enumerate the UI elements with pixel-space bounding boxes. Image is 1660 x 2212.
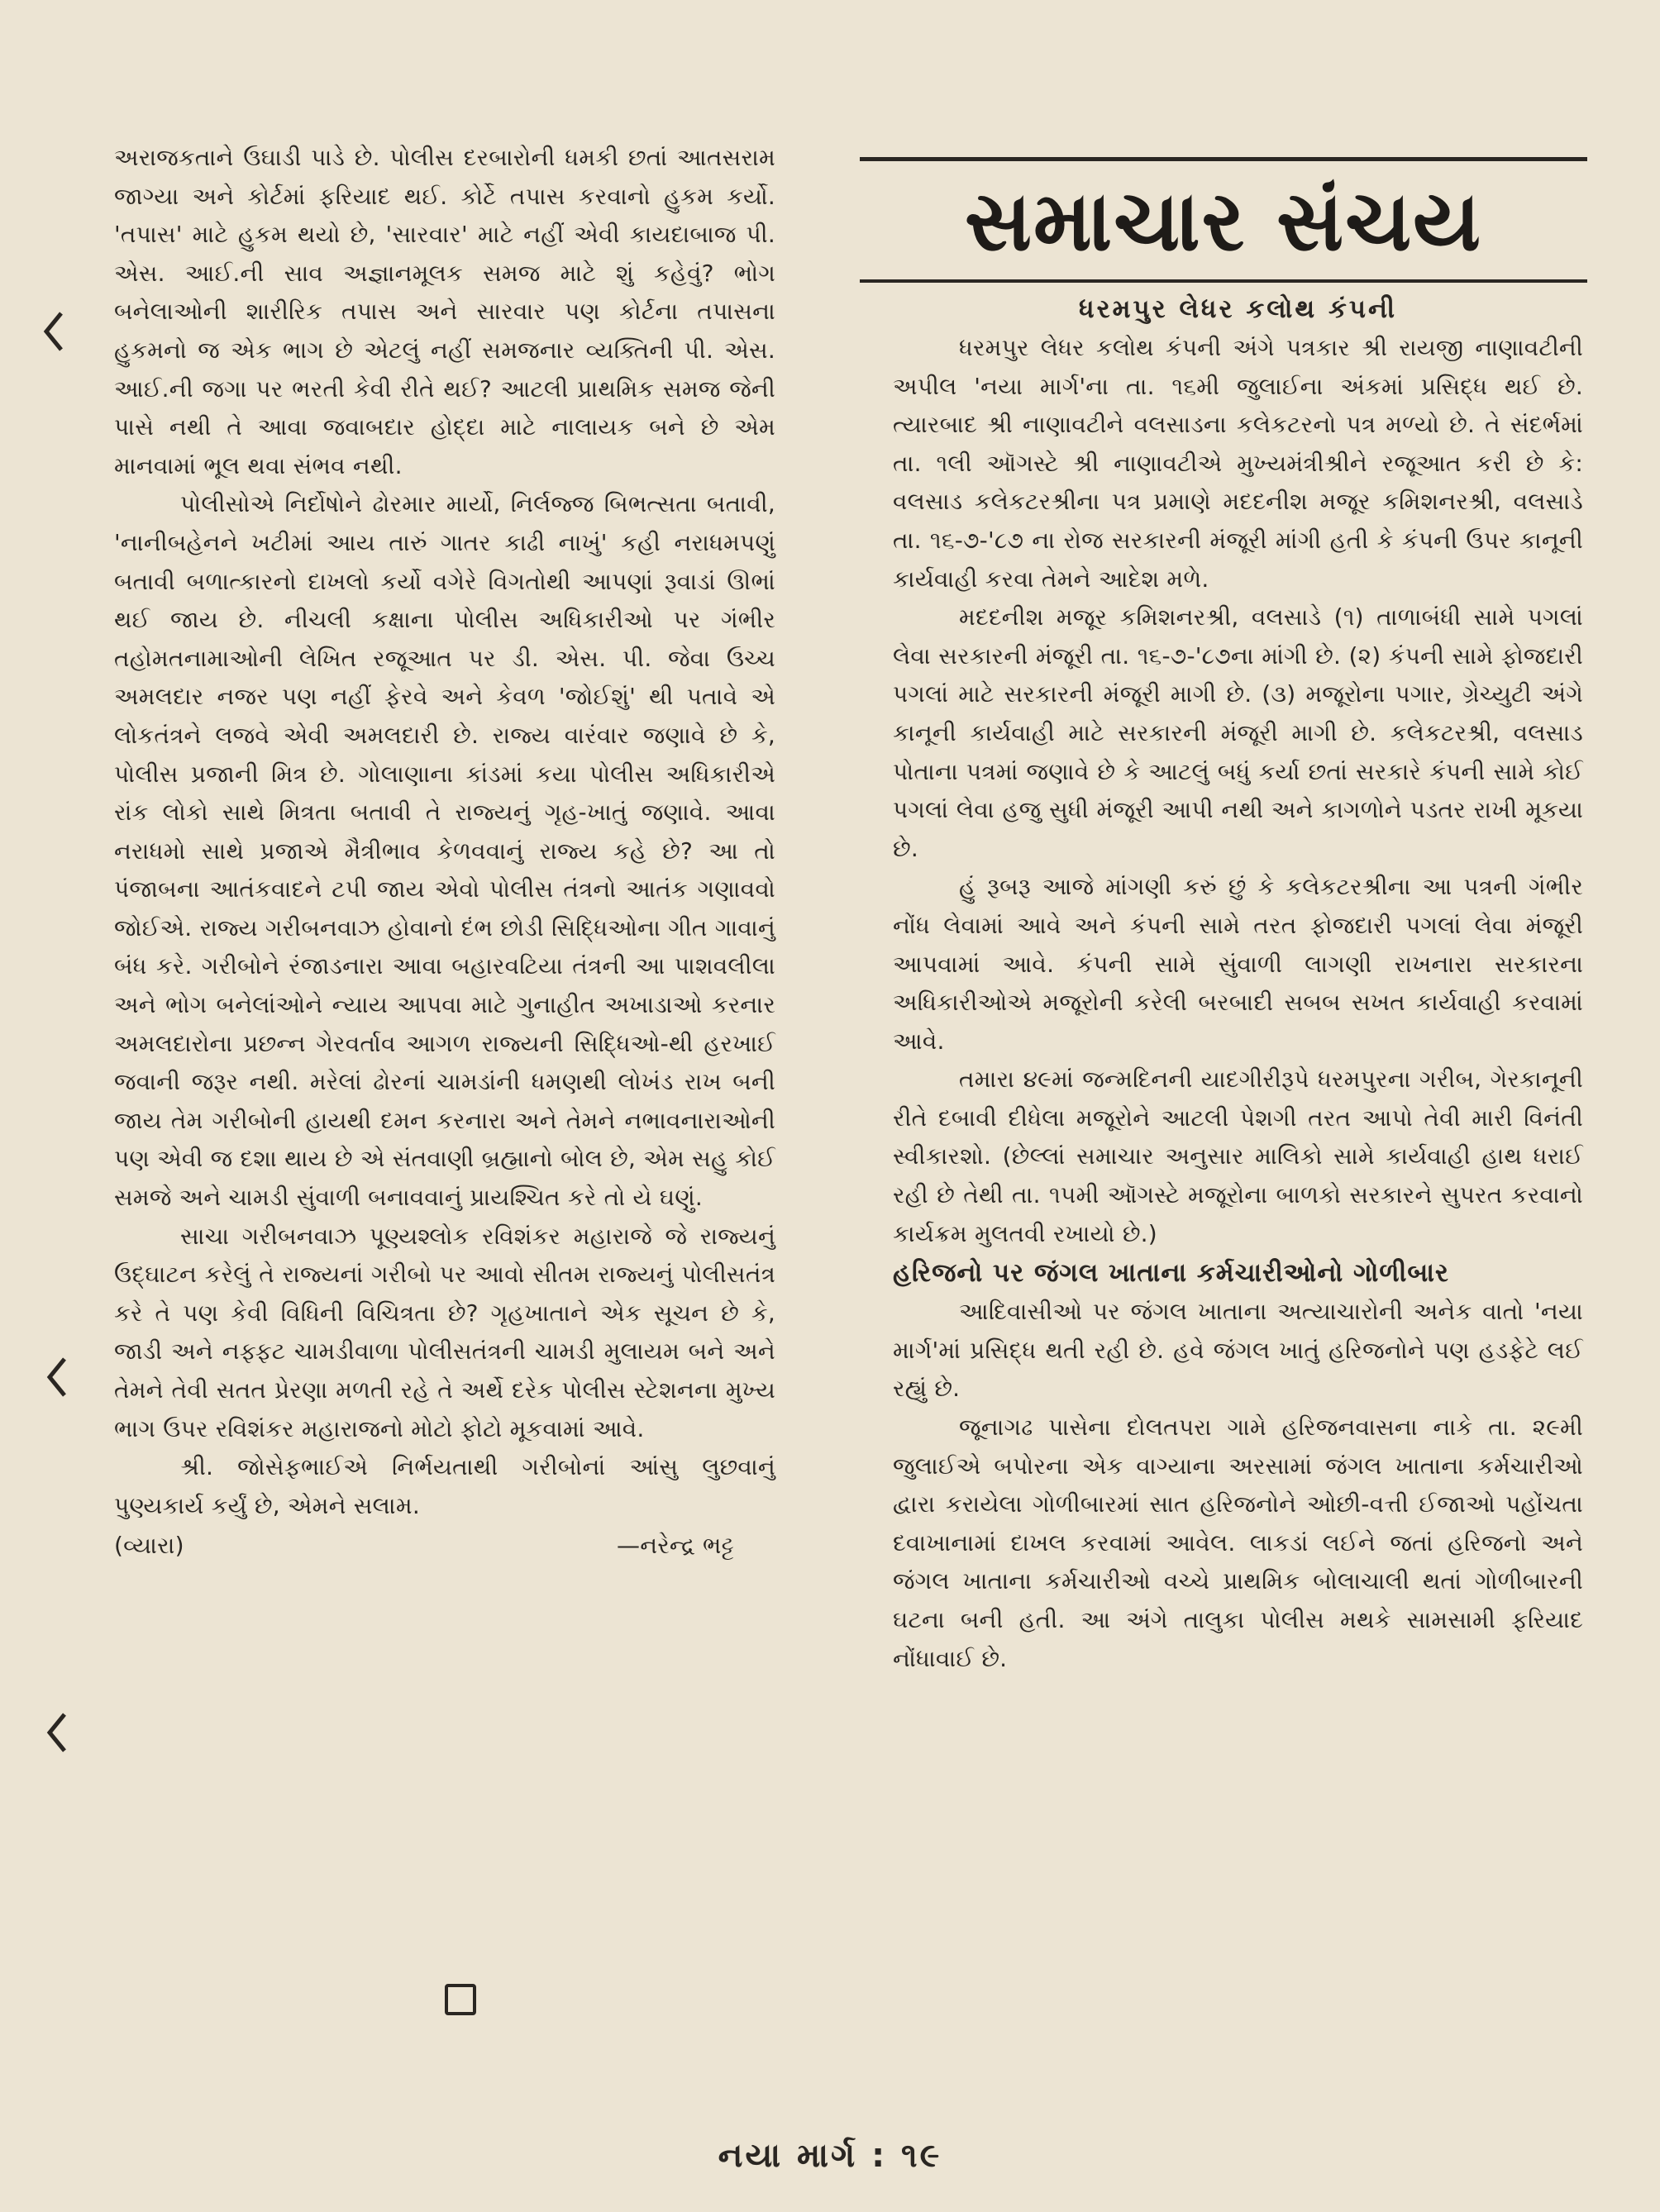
left-paragraph-4: શ્રી. જોસેફભાઈએ નિર્ભયતાથી ગરીબોનાં આંસુ લુછવાનું પુણ્યકાર્ય કર્યું છે, એમને સલામ. (114, 1453, 775, 1519)
right-paragraph-3: હું રૂબરૂ આજે માંગણી કરું છું કે કલેકટરશ્રીના આ પત્રની ગંભીર નોંધ લેવામાં આવે અને કંપની સામે તરત ફોજદારી પગલાં લેવા મંજૂરી આપવામાં આવે. કંપની સામે સુંવાળી લાગણી રાખનારા સરકારના અધિકારીઓએ મજૂરોની કરેલી બરબાદી સબબ સખત કાર્યવાહી કરવામાં આવે. (893, 873, 1583, 1055)
section-masthead: સમાચાર સંચય (964, 173, 1482, 269)
right-paragraph-5: આદિવાસીઓ પર જંગલ ખાતાના અત્યાચારોની અનેક વાતો 'નયા માર્ગ'માં પ્રસિદ્ધ થતી રહી છે. હવે જંગલ ખાતું હરિજનોને પણ હડફેટે લઈ રહ્યું છે. (893, 1298, 1583, 1403)
margin-mark-icon (43, 1356, 68, 1399)
left-paragraph-3: સાચા ગરીબનવાઝ પૂણ્યશ્લોક રવિશંકર મહારાજે જે રાજ્યનું ઉદ્ઘાટન કરેલું તે રાજ્યનાં ગરીબો પર આવો સીતમ રાજ્યનું પોલીસતંત્ર કરે તે પણ કેવી વિધિની વિચિત્રતા છે? ગૃહખાતાને એક સૂચન છે કે, જાડી અને નફ્ફટ ચામડીવાળા પોલીસતંત્રની ચામડી મુલાયમ બને અને તેમને તેવી સતત પ્રેરણા મળતી રહે તે અર્થે દરેક પોલીસ સ્ટેશનના મુખ્ય ભાગ ઉપર રવિશંકર મહારાજનો મોટો ફોટો મૂકવામાં આવે. (114, 1222, 775, 1442)
signature-author: —નરેન્દ્ર ભટ્ટ (617, 1532, 734, 1560)
masthead-top-rule (860, 157, 1587, 161)
page-footer: નયા માર્ગ : ૧૯ (718, 2137, 942, 2175)
end-of-article-box (445, 1984, 476, 2015)
right-column (893, 289, 1583, 1678)
signature-row (114, 1527, 775, 1566)
signature-place: (વ્યારા) (114, 1532, 184, 1560)
right-paragraph-6: જૂનાગઢ પાસેના દોલતપરા ગામે હરિજનવાસના નાકે તા. ૨૯મી જુલાઈએ બપોરના એક વાગ્યાના અરસામાં જંગલ ખાતાના કર્મચારીઓ દ્વારા કરાયેલા ગોળીબારમાં સાત હરિજનોને ઓછી-વત્તી ઈજાઓ પહોંચતા દવાખાનામાં દાખલ કરવામાં આવેલ. લાકડાં લઈને જતાં હરિજનો અને જંગલ ખાતાના કર્મચારીઓ વચ્ચે પ્રાથમિક બોલાચાલી થતાં ગોળીબારની ઘટના બની હતી. આ અંગે તાલુકા પોલીસ મથકે સામસામી ફરિયાદ નોંધાવાઈ છે. (893, 1413, 1583, 1672)
right-paragraph-4: તમારા ૪૯માં જન્મદિનની યાદગીરીરૂપે ધરમપુરના ગરીબ, ગેરકાનૂની રીતે દબાવી દીધેલા મજૂરોને આટલી પેશગી તરત આપો તેવી મારી વિનંતી સ્વીકારશો. (છેલ્લાં સમાચાર અનુસાર માલિકો સામે કાર્યવાહી હાથ ધરાઈ રહી છે તેથી તા. ૧૫મી ઑગસ્ટે મજૂરોના બાળકો સરકારને સુપરત કરવાનો કાર્યક્રમ મુલતવી રખાયો છે.) (893, 1065, 1583, 1247)
left-paragraph-1: અરાજકતાને ઉઘાડી પાડે છે. પોલીસ દરબારોની ધમકી છતાં આતસરામ જાગ્યા અને કોર્ટમાં ફરિયાદ થઈ. કોર્ટે તપાસ કરવાનો હુકમ કર્યો. 'તપાસ' માટે હુકમ થયો છે, 'સારવાર' માટે નહીં એવી કાયદાબાજ પી. એસ. આઈ.ની સાવ અજ્ઞાનમૂલક સમજ માટે શું કહેવું? ભોગ બનેલાઓની શારીરિક તપાસ અને સારવાર પણ કોર્ટના તપાસના હુકમનો જ એક ભાગ છે એટલું નહીં સમજનાર વ્યક્તિની પી. એસ. આઈ.ની જગા પર ભરતી કેવી રીતે થઈ? આટલી પ્રાથમિક સમજ જેની પાસે નથી તે આવા જવાબદાર હોદ્દા માટે નાલાયક બને છે એમ માનવામાં ભૂલ થવા સંભવ નથી. (114, 144, 775, 479)
right-paragraph-1: ધરમપુર લેધર કલોથ કંપની અંગે પત્રકાર શ્રી રાયજી નાણાવટીની અપીલ 'નયા માર્ગ'ના તા. ૧૬મી જુલાઈના અંકમાં પ્રસિદ્ધ થઈ છે. ત્યારબાદ શ્રી નાણાવટીને વલસાડના કલેકટરનો પત્ર મળ્યો છે. તે સંદર્ભમાં તા. ૧લી ઑગસ્ટે શ્રી નાણાવટીએ મુખ્યમંત્રીશ્રીને રજૂઆત કરી છે કે: વલસાડ કલેકટરશ્રીના પત્ર પ્રમાણે મદદનીશ મજૂર કમિશનરશ્રી, વલસાડે તા. ૧૬-૭-'૮૭ ના રોજ સરકારની મંજૂરી માંગી હતી કે કંપની ઉપર કાનૂની કાર્યવાહી કરવા તેમને આદેશ મળે. (893, 334, 1583, 593)
masthead-bottom-rule (860, 279, 1587, 283)
margin-mark-icon (40, 310, 64, 353)
left-column (114, 139, 775, 1566)
article-heading-harijan: હરિજનો પર જંગલ ખાતાના કર્મચારીઓનો ગોળીબાર (893, 1258, 1449, 1289)
left-paragraph-2: પોલીસોએ નિર્દોષોને ઢોરમાર માર્યો, નિર્લજ્જ બિભત્સતા બતાવી, 'નાનીબહેનને ખટીમાં આય તારું ગાતર કાઢી નાખું' કહી નરાધમપણું બતાવી બળાત્કારનો દાખલો કર્યો વગેરે વિગતોથી આપણાં રૂવાડાં ઊભાં થઈ જાય છે. નીચલી કક્ષાના પોલીસ અધિકારીઓ પર ગંભીર તહોમતનામાઓની લેખિત રજૂઆત પર ડી. એસ. પી. જેવા ઉચ્ચ અમલદાર નજર પણ નહીં ફેરવે અને કેવળ 'જોઈશું' થી પતાવે એ લોકતંત્રને લજવે એવી અમલદારી છે. રાજ્ય વારંવાર જણાવે છે કે, પોલીસ પ્રજાની મિત્ર છે. ગોલાણાના કાંડમાં કયા પોલીસ અધિકારીએ રાંક લોકો સાથે મિત્રતા બતાવી તે રાજ્યનું ગૃહ-ખાતું જણાવે. આવા નરાધમો સાથે પ્રજાએ મૈત્રીભાવ કેળવવાનું રાજ્ય કહે છે? આ તો પંજાબના આતંકવાદને ટપી જાય એવો પોલીસ તંત્રનો આતંક ગણાવવો જોઈએ. રાજ્ય ગરીબનવાઝ હોવાનો દંભ છોડી સિદ્ધિઓના ગીત ગાવાનું બંધ કરે. ગરીબોને રંજાડનારા આવા બહારવટિયા તંત્રની આ પાશવલીલા અને ભોગ બનેલાંઓને ન્યાય આપવા માટે ગુનાહીત અખાડાઓ કરનાર અમલદારોના પ્રછન્ન ગેરવર્તાવ આગળ રાજ્યની સિદ્ધિઓ-થી હરખાઈ જવાની જરૂર નથી. મરેલાં ઢોરનાં ચામડાંની ધમણથી લોખંડ રાખ બની જાય તેમ ગરીબોની હાયથી દમન કરનારા અને તેમને નભાવનારાઓની પણ એવી જ દશા થાય છે એ સંતવાણી બ્રહ્માનો બોલ છે, એમ સહુ કોઈ સમજે અને ચામડી સુંવાળી બનાવવાનું પ્રાયશ્ચિત કરે તો યે ઘણું. (114, 490, 775, 1212)
article-heading-dharampur: ધરમપુર લેધર કલોથ કંપની (1079, 294, 1397, 324)
margin-mark-icon (43, 1711, 68, 1754)
right-paragraph-2: મદદનીશ મજૂર કમિશનરશ્રી, વલસાડે (૧) તાળાબંધી સામે પગલાં લેવા સરકારની મંજૂરી તા. ૧૬-૭-'૮૭ના માંગી છે. (૨) કંપની સામે ફોજદારી પગલાં માટે સરકારની મંજૂરી માગી છે. (૩) મજૂરોના પગાર, ગ્રેચ્યુટી અંગે કાનૂની કાર્યવાહી માટે સરકારની મંજૂરી માગી છે. કલેકટરશ્રી, વલસાડ પોતાના પત્રમાં જણાવે છે કે આટલું બધું કર્યા છતાં સરકારે કંપની સામે કોઈ પગલાં લેવા હજુ સુધી મંજૂરી આપી નથી અને કાગળોને પડતર રાખી મૂકયા છે. (893, 603, 1583, 862)
